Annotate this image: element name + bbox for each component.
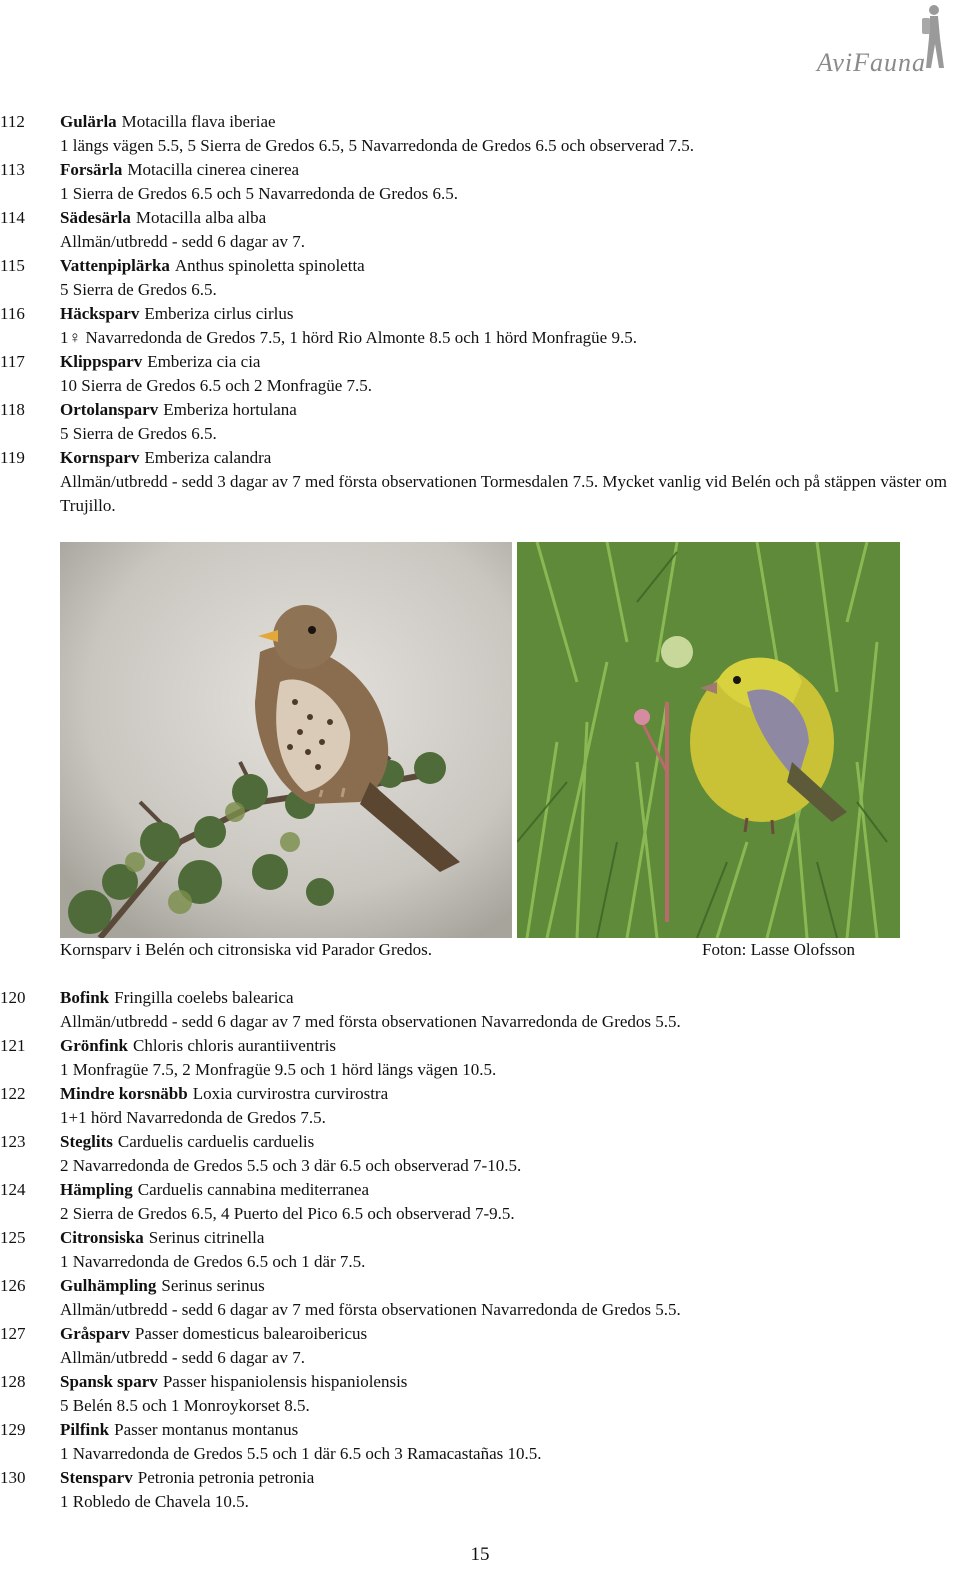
entry-number: 124: [0, 1180, 26, 1199]
species-entry-118: [0, 398, 960, 446]
photo-credit: Foton: Lasse Olofsson: [702, 940, 855, 959]
photo-caption: Kornsparv i Belén och citronsiska vid Parador Gredos.: [60, 940, 433, 959]
species-entry-128: [0, 1370, 960, 1418]
entry-number: 117: [0, 352, 25, 371]
entry-number: 122: [0, 1084, 26, 1103]
species-list-bottom: [0, 986, 960, 1514]
entry-number: 119: [0, 448, 25, 467]
species-entry-120: [0, 986, 960, 1034]
species-entry-130: [0, 1466, 960, 1514]
page-number: 15: [470, 1544, 490, 1565]
scientific-name: Chloris chloris aurantiiventris: [133, 1036, 337, 1055]
entry-number: 128: [0, 1372, 26, 1391]
species-entry-115: [0, 254, 960, 302]
species-name: Citronsiska: [60, 1228, 144, 1247]
observation-text: 10 Sierra de Gredos 6.5 och 2 Monfragüe 7.5.: [60, 376, 373, 395]
observation-text: 1 Navarredonda de Gredos 6.5 och 1 där 7.5.: [60, 1252, 366, 1271]
species-name: Ortolansparv: [60, 400, 159, 419]
species-name: Häcksparv: [60, 304, 140, 323]
scientific-name: Motacilla alba alba: [135, 208, 267, 227]
observation-text: 1 längs vägen 5.5, 5 Sierra de Gredos 6.5, 5 Navarredonda de Gredos 6.5 och observerad 7.5.: [60, 136, 695, 155]
scientific-name: Fringilla coelebs balearica: [114, 988, 294, 1007]
entry-number: 121: [0, 1036, 26, 1055]
observation-text: 5 Belén 8.5 och 1 Monroykorset 8.5.: [60, 1396, 310, 1415]
species-entry-116: [0, 302, 960, 350]
scientific-name: Carduelis carduelis carduelis: [117, 1132, 315, 1151]
scientific-name: Motacilla cinerea cinerea: [127, 160, 300, 179]
entry-number: 115: [0, 256, 25, 275]
observation-text: 2 Sierra de Gredos 6.5, 4 Puerto del Pico 6.5 och observerad 7-9.5.: [60, 1204, 515, 1223]
species-name: Klippsparv: [60, 352, 143, 371]
scientific-name: Carduelis cannabina mediterranea: [137, 1180, 370, 1199]
observation-text: 1 Navarredonda de Gredos 5.5 och 1 där 6.5 och 3 Ramacastañas 10.5.: [60, 1444, 542, 1463]
species-name: Vattenpiplärka: [60, 256, 170, 275]
species-entry-125: [0, 1226, 960, 1274]
entry-number: 126: [0, 1276, 26, 1295]
species-entry-119: [0, 446, 960, 518]
species-entry-123: [0, 1130, 960, 1178]
species-entry-114: [0, 206, 960, 254]
entry-number: 116: [0, 304, 25, 323]
corn-bunting-photo: [60, 542, 512, 938]
species-name: Kornsparv: [60, 448, 140, 467]
species-name: Gråsparv: [60, 1324, 130, 1343]
observation-text: 1 Monfragüe 7.5, 2 Monfragüe 9.5 och 1 hörd längs vägen 10.5.: [60, 1060, 497, 1079]
scientific-name: Anthus spinoletta spinoletta: [174, 256, 365, 275]
observation-text: 1♀ Navarredonda de Gredos 7.5, 1 hörd Rio Almonte 8.5 och 1 hörd Monfragüe 9.5.: [60, 328, 637, 347]
observation-text: 5 Sierra de Gredos 6.5.: [60, 280, 217, 299]
entry-number: 120: [0, 988, 26, 1007]
species-name: Sädesärla: [60, 208, 131, 227]
observation-text: 1 Robledo de Chavela 10.5.: [60, 1492, 249, 1511]
species-entry-113: [0, 158, 960, 206]
logo-text: AviFauna: [816, 48, 926, 77]
photo-row: [60, 542, 900, 938]
scientific-name: Passer montanus montanus: [114, 1420, 299, 1439]
observation-text: Allmän/utbredd - sedd 6 dagar av 7 med första observationen Navarredonda de Gredos 5.5.: [60, 1012, 681, 1031]
species-entry-112: [0, 110, 960, 158]
species-entry-121: [0, 1034, 960, 1082]
species-name: Bofink: [60, 988, 110, 1007]
observation-text: Allmän/utbredd - sedd 6 dagar av 7 med första observationen Navarredonda de Gredos 5.5.: [60, 1300, 681, 1319]
entry-number: 114: [0, 208, 25, 227]
observation-text: 5 Sierra de Gredos 6.5.: [60, 424, 217, 443]
species-name: Grönfink: [60, 1036, 129, 1055]
species-entry-117: [0, 350, 960, 398]
scientific-name: Emberiza hortulana: [163, 400, 297, 419]
species-name: Spansk sparv: [60, 1372, 158, 1391]
entry-number: 113: [0, 160, 25, 179]
scientific-name: Petronia petronia petronia: [137, 1468, 315, 1487]
entry-number: 127: [0, 1324, 26, 1343]
species-list-top: [0, 110, 960, 518]
entry-number: 125: [0, 1228, 26, 1247]
species-entry-126: [0, 1274, 960, 1322]
species-name: Pilfink: [60, 1420, 110, 1439]
observation-text: Allmän/utbredd - sedd 6 dagar av 7.: [60, 232, 306, 251]
entry-number: 118: [0, 400, 25, 419]
scientific-name: Passer hispaniolensis hispaniolensis: [162, 1372, 408, 1391]
entry-number: 129: [0, 1420, 26, 1439]
entry-number: 112: [0, 112, 25, 131]
species-name: Gulärla: [60, 112, 117, 131]
observation-text: Allmän/utbredd - sedd 3 dagar av 7 med första observationen Tormesdalen 7.5. Mycket vanlig vid Belén och på stäppen väster om Trujillo.: [60, 472, 947, 515]
scientific-name: Emberiza cirlus cirlus: [144, 304, 294, 323]
species-entry-124: [0, 1178, 960, 1226]
scientific-name: Serinus serinus: [161, 1276, 265, 1295]
observation-text: Allmän/utbredd - sedd 6 dagar av 7.: [60, 1348, 306, 1367]
species-name: Gulhämpling: [60, 1276, 157, 1295]
species-entry-122: [0, 1082, 960, 1130]
scientific-name: Serinus citrinella: [148, 1228, 265, 1247]
species-entry-127: [0, 1322, 960, 1370]
observation-text: 2 Navarredonda de Gredos 5.5 och 3 där 6.5 och observerad 7-10.5.: [60, 1156, 522, 1175]
citril-finch-photo: [517, 542, 900, 938]
entry-number: 123: [0, 1132, 26, 1151]
species-name: Stensparv: [60, 1468, 133, 1487]
species-name: Steglits: [60, 1132, 113, 1151]
species-name: Hämpling: [60, 1180, 133, 1199]
entry-number: 130: [0, 1468, 26, 1487]
avifauna-logo: [780, 2, 950, 78]
observation-text: 1 Sierra de Gredos 6.5 och 5 Navarredonda de Gredos 6.5.: [60, 184, 458, 203]
species-name: Mindre korsnäbb: [60, 1084, 188, 1103]
scientific-name: Passer domesticus balearoibericus: [134, 1324, 368, 1343]
species-name: Forsärla: [60, 160, 123, 179]
scientific-name: Emberiza calandra: [144, 448, 272, 467]
species-entry-129: [0, 1418, 960, 1466]
scientific-name: Loxia curvirostra curvirostra: [192, 1084, 389, 1103]
scientific-name: Motacilla flava iberiae: [121, 112, 276, 131]
scientific-name: Emberiza cia cia: [147, 352, 261, 371]
observation-text: 1+1 hörd Navarredonda de Gredos 7.5.: [60, 1108, 326, 1127]
